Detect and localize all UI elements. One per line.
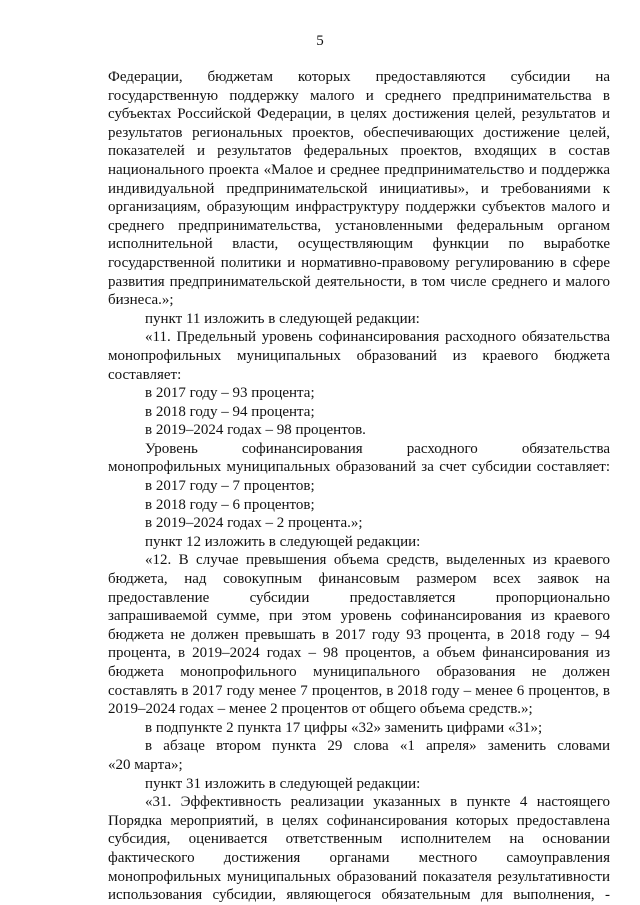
text-line: национального проекта «Малое и среднее предпринимательство и поддержка xyxy=(108,161,610,178)
text-line: фактического достижения органами местного самоуправления xyxy=(108,849,610,866)
text-line: бюджета, над совокупным финансовым размером всех заявок на xyxy=(108,571,610,588)
text-line: бизнеса.»; xyxy=(108,292,174,309)
text-line: Федерации, бюджетам которых предоставляются субсидии на xyxy=(108,69,610,85)
text-line: «20 марта»; xyxy=(108,756,183,773)
text-line: составлять в 2017 году менее 7 процентов, в 2018 году – менее 6 процентов, в xyxy=(108,682,610,699)
text-line: в 2019–2024 годах – 2 процента.»; xyxy=(145,515,363,532)
text-line: «31. Эффективность реализации указанных в пункте 4 настоящего xyxy=(145,794,610,811)
page-number: 5 xyxy=(316,33,324,49)
text-line: в 2018 году – 94 процента; xyxy=(145,403,315,420)
text-line: «12. В случае превышения объема средств, выделенных из краевого xyxy=(145,552,610,569)
text-line: монопрофильных муниципальных образований за счет субсидии составляет: xyxy=(108,459,610,476)
text-line: индивидуальной предпринимательской инициативы», и требованиями к xyxy=(108,180,610,197)
text-line: в 2017 году – 7 процентов; xyxy=(145,478,315,495)
text-line: в 2018 году – 6 процентов; xyxy=(145,496,315,513)
text-line: пункт 11 изложить в следующей редакции: xyxy=(145,310,420,327)
text-line: составляет: xyxy=(108,366,182,383)
text-line: развития предпринимательской деятельности, в том числе среднего и малого xyxy=(108,273,610,290)
text-line: государственную поддержку малого и среднего предпринимательства в xyxy=(108,87,610,104)
text-line: государственной политики и нормативно-правовому регулированию в сфере xyxy=(108,254,610,271)
text-line: 2019–2024 годах – менее 2 процентов от общего объема средств.»; xyxy=(108,701,533,718)
text-line: монопрофильных муниципальных образований из краевого бюджета xyxy=(108,347,610,364)
text-line: организациям, образующим инфраструктуру поддержки субъектов малого и xyxy=(108,199,610,216)
text-line: субсидия, оценивается ответственным исполнителем на основании xyxy=(108,831,610,848)
text-line: «11. Предельный уровень софинансирования расходного обязательства xyxy=(145,329,610,346)
text-line: Порядка мероприятий, в целях софинансирования которых предоставлена xyxy=(108,812,610,829)
text-line: в 2019–2024 годах – 98 процентов. xyxy=(145,422,366,439)
text-line: бюджета не должен превышать в 2017 году 93 процента, в 2018 году – 94 xyxy=(108,626,610,643)
text-line: бюджета монопрофильного муниципального образования не должен xyxy=(108,664,610,680)
text-line: запрашиваемой сумме, при этом уровень софинансирования из краевого xyxy=(108,608,610,625)
text-line: результатов региональных проектов, обеспечивающих достижение целей, xyxy=(108,124,610,141)
text-line: в подпункте 2 пункта 17 цифры «32» заменить цифрами «31»; xyxy=(145,719,543,736)
text-line: использования субсидии, являющегося обязательным для выполнения, - xyxy=(108,887,610,904)
text-line: в абзаце втором пункта 29 слова «1 апреля» заменить словами xyxy=(145,738,610,755)
text-line: пункт 31 изложить в следующей редакции: xyxy=(145,775,421,792)
text-line: Уровень софинансирования расходного обязательства xyxy=(145,440,610,457)
text-line: исполнительной власти, осуществляющим функции по выработке xyxy=(108,236,610,253)
text-line: в 2017 году – 93 процента; xyxy=(145,385,315,402)
text-line: монопрофильных муниципальных образований показателя результативности xyxy=(108,868,610,885)
text-line: показателей и результатов федеральных проектов, входящих в состав xyxy=(108,143,610,160)
text-line: предоставление субсидии предоставляется пропорционально xyxy=(108,589,610,606)
text-line: процента, в 2019–2024 годах – 98 процентов, а объем финансирования из xyxy=(108,645,610,662)
text-line: субъектах Российской Федерации, в целях достижения целей, результатов и xyxy=(108,106,610,123)
text-line: среднего предпринимательства, установленными федеральным органом xyxy=(108,217,610,234)
text-line: пункт 12 изложить в следующей редакции: xyxy=(145,533,421,550)
document-body xyxy=(108,68,610,905)
